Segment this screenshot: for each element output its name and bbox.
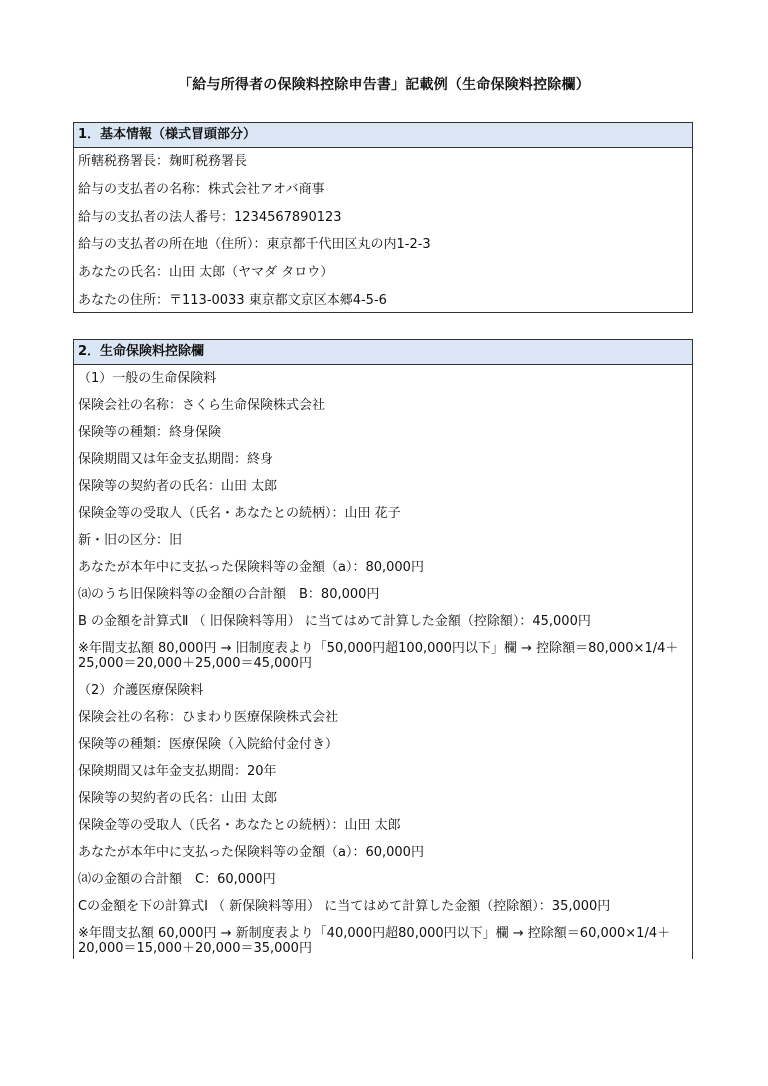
general-contractor-name-line: 保険等の契約者の氏名：山田 太郎 [78, 479, 278, 494]
general-old-total-line: ⒜のうち旧保険料等の金額の合計額 B：80,000円 [78, 587, 380, 602]
basic-info-heading: 1．基本情報（様式冒頭部分） [74, 123, 692, 148]
general-new-old-line: 新・旧の区分：旧 [78, 533, 183, 548]
care-beneficiary-line: 保険金等の受取人（氏名・あなたとの続柄）：山田 太郎 [78, 818, 401, 833]
care-calculation-note: ※年間支払額 60,000円 → 新制度表より「40,000円超80,000円以下」欄 → 控除額＝60,000×1/4＋20,000＝15,000＋20,000＝35,000円 [78, 926, 671, 956]
your-name-line: あなたの氏名：山田 太郎（ヤマダ タロウ） [78, 265, 334, 281]
general-beneficiary-line: 保険金等の受取人（氏名・あなたとの続柄）：山田 花子 [78, 506, 401, 521]
general-insurer-name-line: 保険会社の名称：さくら生命保険株式会社 [78, 398, 326, 413]
care-insurer-name-line: 保険会社の名称：ひまわり医療保険株式会社 [78, 710, 339, 725]
payer-corporate-number-line: 給与の支払者の法人番号：1234567890123 [78, 209, 342, 225]
care-deduction-line: Cの金額を下の計算式Ⅰ （ 新保険料等用） に当てはめて計算した金額（控除額）：35,000円 [78, 899, 611, 914]
general-calculation-note: ※年間支払額 80,000円 → 旧制度表より「50,000円超100,000円以下」欄 → 控除額＝80,000×1/4＋25,000＝20,000＋25,000＝45,000円 [78, 641, 679, 671]
general-insurance-subheading: （1）一般の生命保険料 [78, 371, 217, 386]
care-total-line: ⒜の金額の合計額 C：60,000円 [78, 872, 276, 887]
life-insurance-section [73, 339, 693, 959]
care-insurance-period-line: 保険期間又は年金支払期間：20年 [78, 764, 277, 779]
general-paid-amount-line: あなたが本年中に支払った保険料等の金額（a）：80,000円 [78, 560, 424, 575]
care-paid-amount-line: あなたが本年中に支払った保険料等の金額（a）：60,000円 [78, 845, 424, 860]
basic-info-section [73, 122, 693, 313]
life-insurance-heading: 2．生命保険料控除欄 [74, 340, 692, 365]
payer-address-line: 給与の支払者の所在地（住所）：東京都千代田区丸の内1-2-3 [78, 237, 431, 253]
general-insurance-period-line: 保険期間又は年金支払期間：終身 [78, 452, 274, 467]
tax-office-line: 所轄税務署長：麹町税務署長 [78, 154, 248, 169]
document-title: 「給与所得者の保険料控除申告書」記載例（生命保険料控除欄） [178, 77, 590, 93]
general-insurance-type-line: 保険等の種類：終身保険 [78, 425, 222, 440]
payer-name-line: 給与の支払者の名称：株式会社アオバ商事 [78, 181, 325, 197]
general-deduction-line: B の金額を計算式Ⅱ （ 旧保険料等用） に当てはめて計算した金額（控除額）：45,000円 [78, 614, 591, 629]
care-insurance-subheading: （2）介護医療保険料 [78, 683, 204, 698]
care-insurance-type-line: 保険等の種類：医療保険（入院給付金付き） [78, 737, 339, 752]
care-contractor-name-line: 保険等の契約者の氏名：山田 太郎 [78, 791, 278, 806]
your-address-line: あなたの住所：〒113-0033 東京都文京区本郷4-5-6 [78, 292, 387, 308]
